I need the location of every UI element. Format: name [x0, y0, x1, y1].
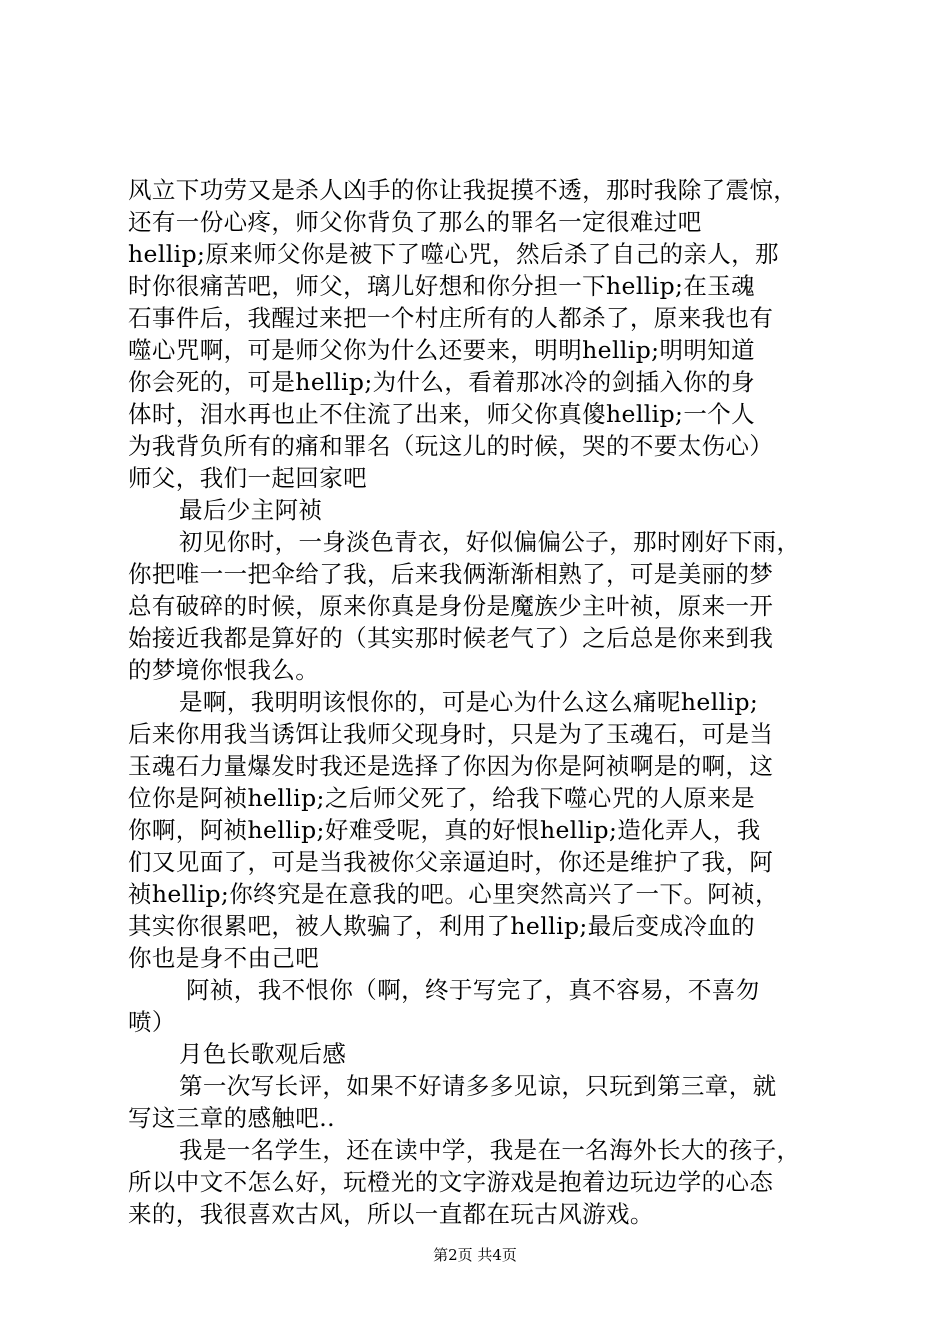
text-line: 写这三章的感触吧..	[128, 1104, 335, 1132]
text-line: 玉魂石力量爆发时我还是选择了你因为你是阿祯啊是的啊，这	[128, 752, 774, 780]
text-line: 为我背负所有的痛和罪名（玩这儿的时候，哭的不要太伤心）	[128, 432, 774, 460]
text-line: 我是一名学生，还在读中学，我是在一名海外长大的孩子，	[179, 1136, 801, 1164]
text-line: 所以中文不怎么好，玩橙光的文字游戏是抱着边玩边学的心态	[128, 1168, 774, 1196]
text-line: 师父，我们一起回家吧	[128, 464, 367, 492]
text-line: 你啊，阿祯hellip;好难受呢，真的好恨hellip;造化弄人，我	[128, 816, 761, 844]
text-line: 来的，我很喜欢古风，所以一直都在玩古风游戏。	[128, 1200, 654, 1228]
text-line: 时你很痛苦吧，师父，璃儿好想和你分担一下hellip;在玉魂	[128, 272, 756, 300]
text-line: 的梦境你恨我么。	[128, 656, 320, 684]
text-line: 风立下功劳又是杀人凶手的你让我捉摸不透，那时我除了震惊，	[128, 176, 798, 204]
text-line: 后来你用我当诱饵让我师父现身时，只是为了玉魂石，可是当	[128, 720, 774, 748]
text-line: 体时，泪水再也止不住流了出来，师父你真傻hellip;一个人	[128, 400, 756, 428]
text-line: 你也是身不由己吧	[128, 944, 320, 972]
text-line: 噬心咒啊，可是师父你为什么还要来，明明hellip;明明知道	[128, 336, 756, 364]
section-heading: 最后少主阿祯	[179, 496, 323, 524]
text-line: 初见你时，一身淡色青衣，好似偏偏公子，那时刚好下雨，	[179, 528, 801, 556]
text-line: hellip;原来师父你是被下了噬心咒，然后杀了自己的亲人，那	[128, 240, 779, 268]
text-line: 其实你很累吧，被人欺骗了，利用了hellip;最后变成冷血的	[128, 912, 756, 940]
text-line: 总有破碎的时候，原来你真是身份是魔族少主叶祯，原来一开	[128, 592, 774, 620]
text-line: 还有一份心疼，师父你背负了那么的罪名一定很难过吧	[128, 208, 702, 236]
text-line: 石事件后，我醒过来把一个村庄所有的人都杀了，原来我也有	[128, 304, 774, 332]
section-heading: 月色长歌观后感	[179, 1040, 347, 1068]
text-line: 第一次写长评，如果不好请多多见谅，只玩到第三章，就	[179, 1072, 777, 1100]
page-number-footer: 第2页 共4页	[433, 1246, 517, 1264]
text-line: 是啊，我明明该恨你的，可是心为什么这么痛呢hellip;	[179, 688, 759, 716]
text-line: 们又见面了，可是当我被你父亲逼迫时，你还是维护了我，阿	[128, 848, 774, 876]
text-line: 阿祯，我不恨你（啊，终于写完了，真不容易，不喜勿	[186, 976, 760, 1004]
text-line: 祯hellip;你终究是在意我的吧。心里突然高兴了一下。阿祯，	[128, 880, 779, 908]
text-line: 始接近我都是算好的（其实那时候老气了）之后总是你来到我	[128, 624, 774, 652]
text-line: 你会死的，可是hellip;为什么，看着那冰冷的剑插入你的身	[128, 368, 756, 396]
text-line: 位你是阿祯hellip;之后师父死了，给我下噬心咒的人原来是	[128, 784, 756, 812]
text-line: 喷）	[128, 1008, 176, 1036]
text-line: 你把唯一一把伞给了我，后来我俩渐渐相熟了，可是美丽的梦	[128, 560, 774, 588]
